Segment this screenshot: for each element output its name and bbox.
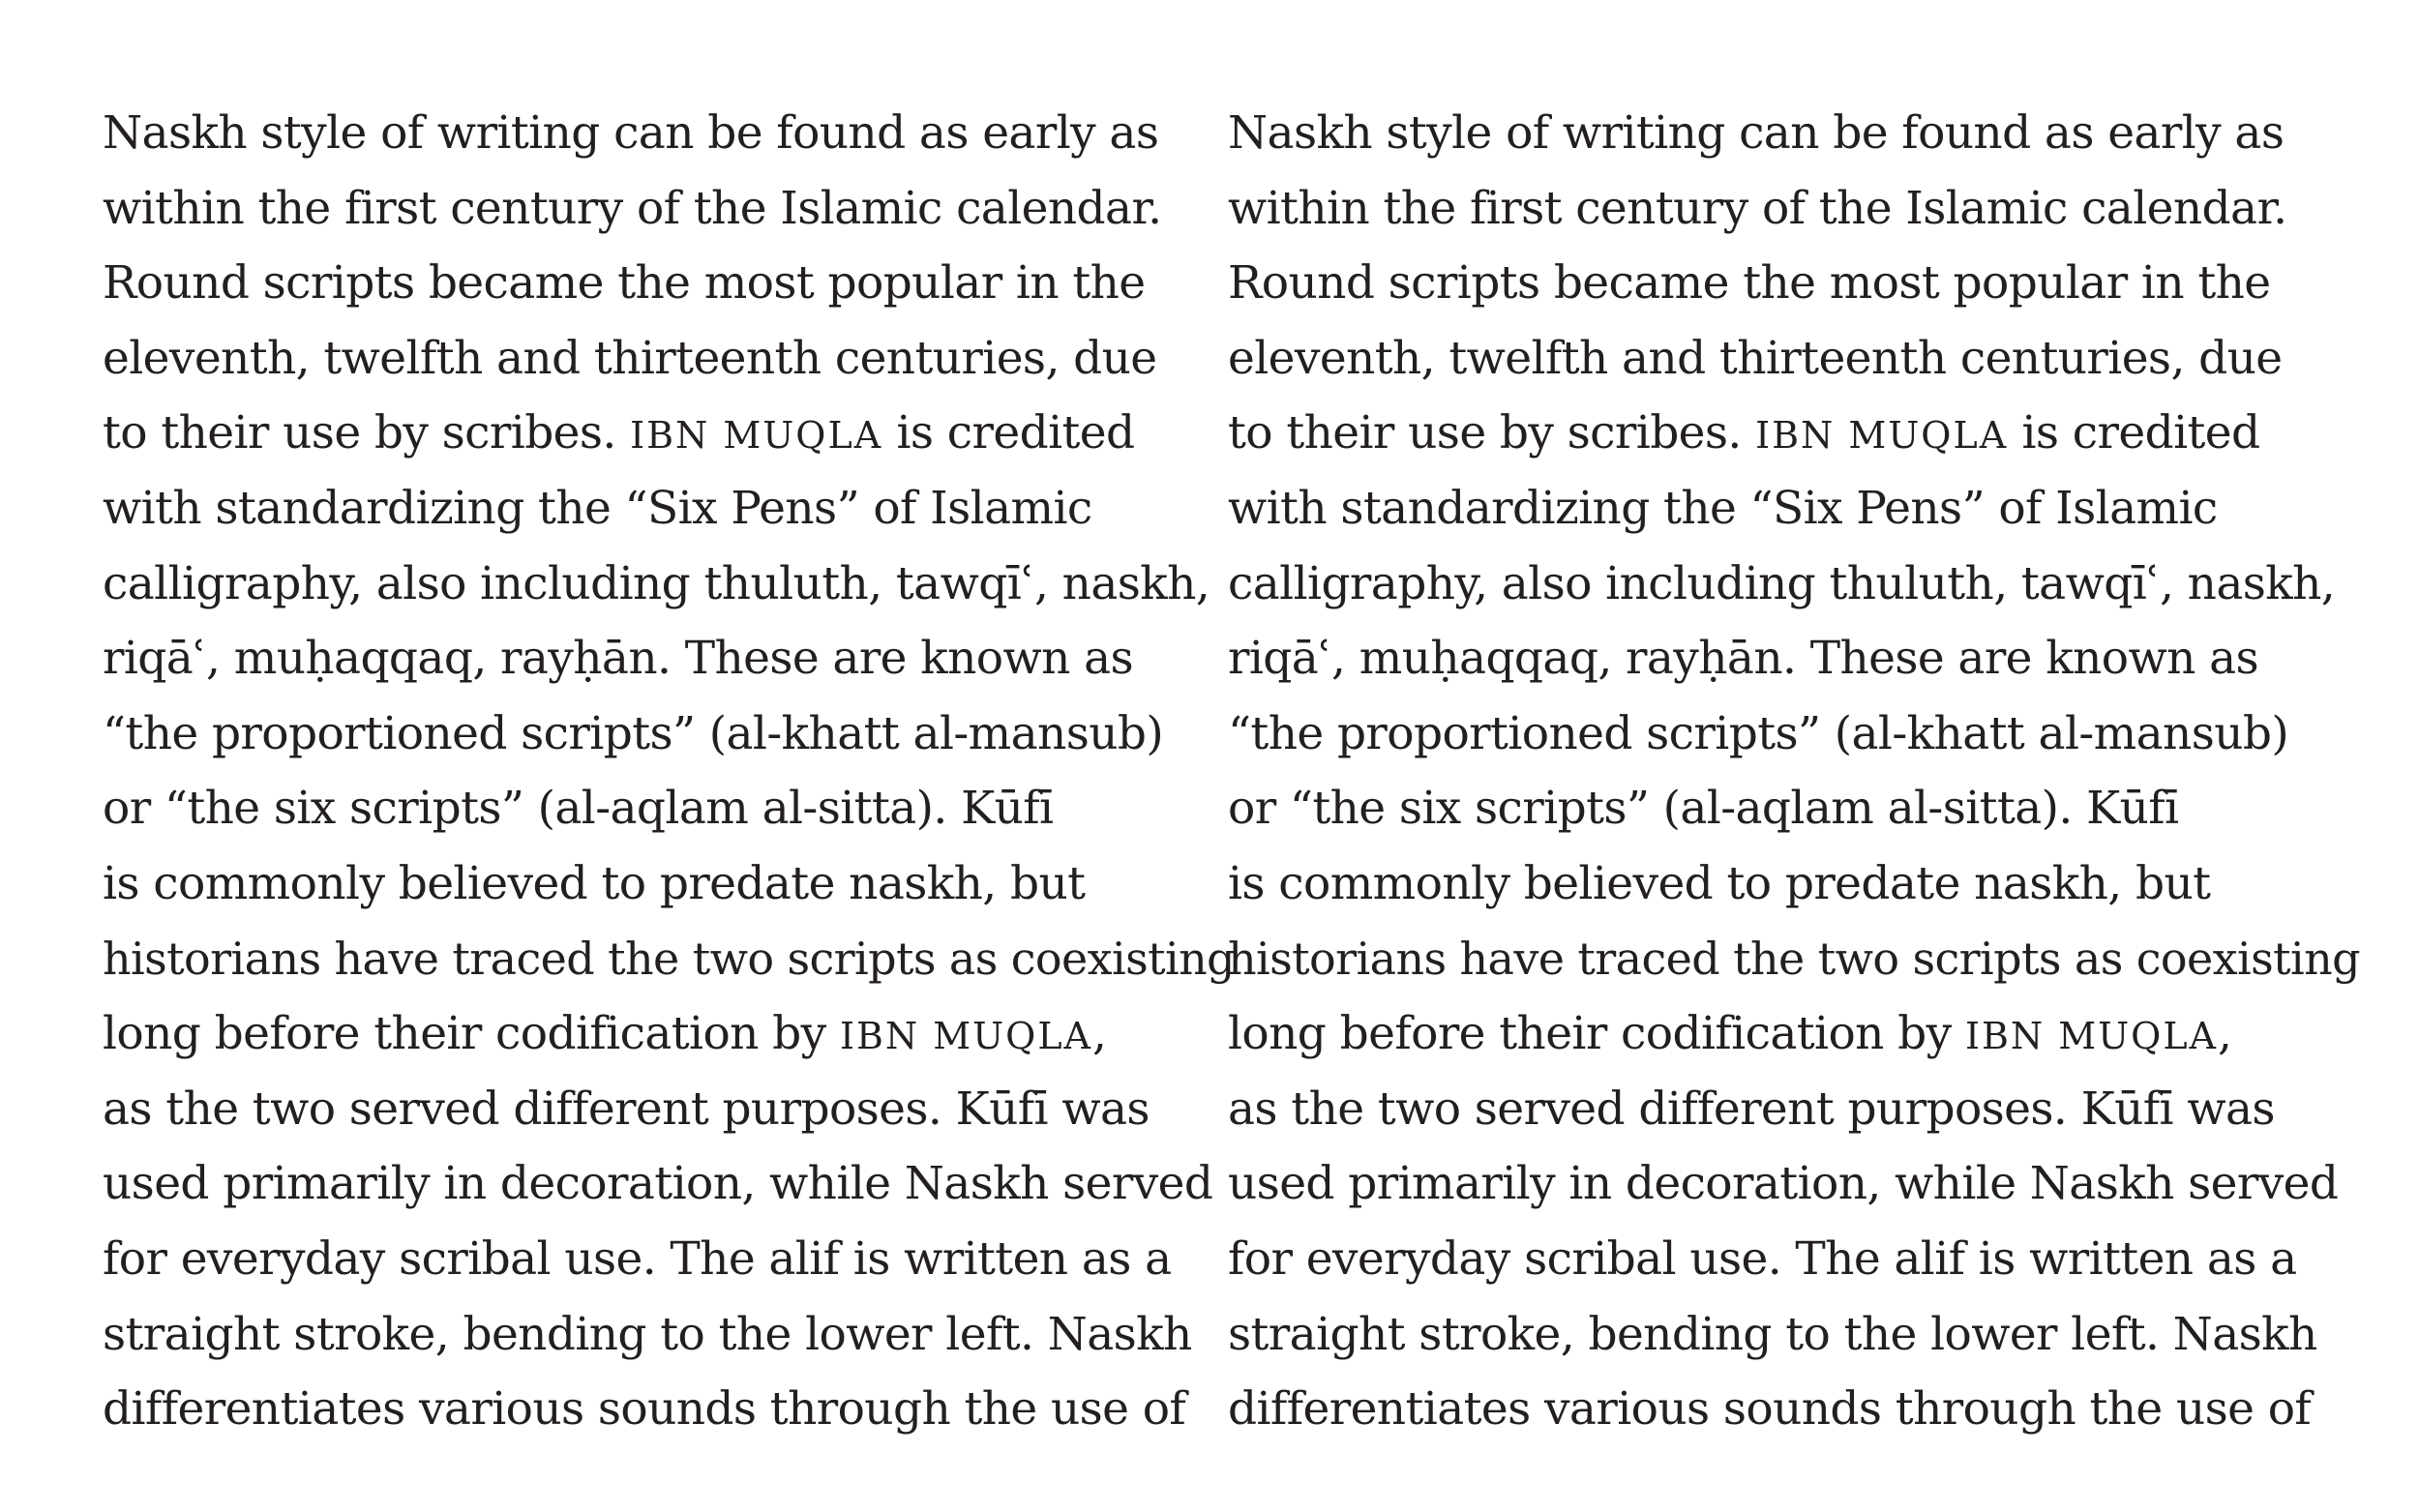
text-line: straight stroke, bending to the lower left. Naskh	[1228, 1307, 2317, 1361]
text-line	[1228, 996, 2360, 1072]
text-line: differentiates various sounds through the use of	[1228, 1382, 2312, 1437]
text-line: “the proportioned scripts” (al-khatt al-mansub)	[103, 706, 1164, 760]
text-line: for everyday scribal use. The alif is written as a	[103, 1231, 1172, 1286]
text-segment: is credited	[2008, 406, 2260, 460]
text-line: historians have traced the two scripts as coexisting	[103, 932, 1235, 985]
text-segment: ,	[2218, 1007, 2232, 1061]
text-line: riqāʿ, muḥaqqaq, rayḥān. These are known as	[103, 632, 1134, 686]
small-caps-name: IBN MUQLA	[1964, 1015, 2218, 1058]
text-column-left	[103, 96, 1235, 1447]
text-segment: ,	[1092, 1007, 1107, 1061]
text-line: Round scripts became the most popular in the	[103, 256, 1146, 311]
small-caps-name: IBN MUQLA	[630, 414, 883, 458]
text-line: with standardizing the “Six Pens” of Islamic	[1228, 481, 2218, 535]
text-segment: to their use by scribes.	[1228, 406, 1756, 460]
text-line: within the first century of the Islamic calendar.	[1228, 181, 2287, 235]
text-line: with standardizing the “Six Pens” of Islamic	[103, 481, 1092, 535]
text-line	[103, 996, 1235, 1072]
text-line: straight stroke, bending to the lower left. Naskh	[103, 1307, 1192, 1361]
small-caps-name: IBN MUQLA	[1755, 414, 2009, 458]
text-line: as the two served different purposes. Kūfī was	[1228, 1082, 2275, 1136]
text-segment: to their use by scribes.	[103, 406, 631, 460]
text-line: calligraphy, also including thuluth, tawqīʿ, naskh,	[1228, 556, 2336, 610]
text-segment: is credited	[882, 406, 1135, 460]
text-line: Naskh style of writing can be found as early as	[1228, 106, 2285, 160]
text-line: is commonly believed to predate naskh, but	[103, 856, 1086, 910]
text-line: or “the six scripts” (al-aqlam al-sitta). Kūfī	[1228, 782, 2179, 836]
text-line: is commonly believed to predate naskh, but	[1228, 856, 2211, 910]
text-line: calligraphy, also including thuluth, tawqīʿ, naskh,	[103, 556, 1210, 610]
text-line: within the first century of the Islamic calendar.	[103, 181, 1162, 235]
text-line: as the two served different purposes. Kūfī was	[103, 1082, 1150, 1136]
text-line: eleventh, twelfth and thirteenth centuries, due	[103, 331, 1157, 385]
text-line: “the proportioned scripts” (al-khatt al-mansub)	[1228, 706, 2289, 760]
text-line: differentiates various sounds through the use of	[103, 1382, 1186, 1437]
text-segment: long before their codification by	[103, 1007, 840, 1061]
text-segment: long before their codification by	[1228, 1007, 1965, 1061]
text-line: historians have traced the two scripts as coexisting	[1228, 932, 2360, 985]
text-column-right	[1228, 96, 2360, 1447]
text-line: used primarily in decoration, while Naskh served	[1228, 1157, 2339, 1211]
text-line: or “the six scripts” (al-aqlam al-sitta). Kūfī	[103, 782, 1054, 836]
text-line: Naskh style of writing can be found as early as	[103, 106, 1159, 160]
text-line	[103, 396, 1235, 471]
text-line	[1228, 396, 2360, 471]
text-line: Round scripts became the most popular in the	[1228, 256, 2271, 311]
text-line: eleventh, twelfth and thirteenth centuries, due	[1228, 331, 2283, 385]
small-caps-name: IBN MUQLA	[839, 1015, 1092, 1058]
text-line: riqāʿ, muḥaqqaq, rayḥān. These are known as	[1228, 632, 2259, 686]
text-line: for everyday scribal use. The alif is written as a	[1228, 1231, 2297, 1286]
text-line: used primarily in decoration, while Naskh served	[103, 1157, 1213, 1211]
